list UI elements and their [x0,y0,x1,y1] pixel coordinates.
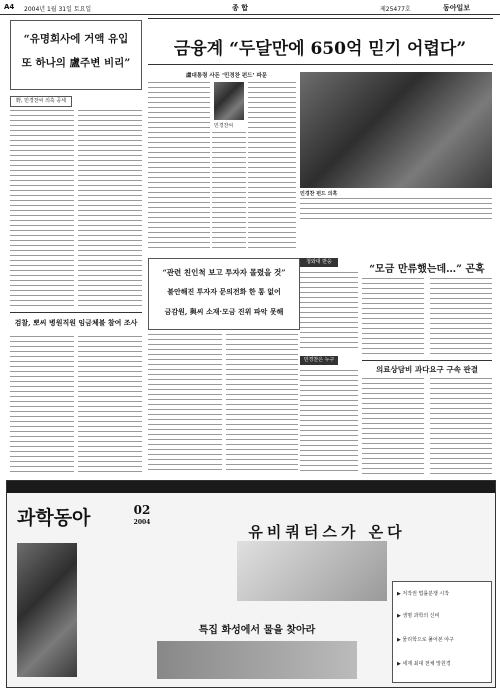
ad-issue-number: 02 [133,503,151,517]
lead-body-col-2 [248,82,296,252]
lead-photo [300,72,492,188]
issue-number: 제25477호 [380,6,411,13]
ad-side-line-1: ▶ 저작권 법률분쟁 시작 [397,591,450,597]
right-tag-2: 민경찬은 누구 [300,356,338,365]
right-bottom-rule [362,360,492,361]
advertisement [6,480,496,688]
lead-photo-caption-text [300,198,492,220]
lead-body-col-3 [212,132,246,252]
right-col-3-bottom [430,378,492,474]
left-headline-box [10,20,142,90]
pullquote-line-1: “관련 친인척 보고 투자자 몰렸을 것” [162,268,286,277]
right-col-1-top [300,272,358,350]
ad-top-strip [7,481,495,493]
left-headline-line-2: 또 하나의 盧주변 비리” [21,57,131,69]
bottom-left-col-1 [10,336,74,476]
bottom-left-headline: 검찰, 뽀씨 병원직원 임금체불 참여 조사 [14,318,138,327]
issue-date: 2004년 1월 31일 토요일 [24,6,92,13]
mugshot-photo [214,82,244,120]
ad-cover-title: 유비쿼터스가 온다 [248,523,406,541]
ad-year: 2004 [133,519,151,526]
section-name: 종 합 [232,4,248,12]
bottom-left-rule [10,312,142,313]
lead-headline: 금융계 “두달만에 650억 믿기 어렵다” [173,39,467,59]
page-number: A4 [4,3,15,11]
pullquote-box [148,258,300,330]
right-col-2-bottom [362,378,424,474]
lead-body-col-4 [148,334,222,474]
mugshot-caption: 민경찬씨 [214,123,234,129]
lead-body-col-1 [148,82,210,252]
newspaper-name: 동아일보 [443,4,471,12]
lead-body-col-5 [226,334,298,474]
right-col-2-top [362,278,424,356]
bottom-left-col-2 [78,336,142,476]
ad-feature: 특집 화성에서 물을 찾아라 [198,625,316,636]
left-body-col-2 [78,110,142,310]
right-headline: “모금 만류했는데…” 곤혹 [369,264,485,275]
ad-feature-image [157,641,357,679]
right-tag-1: 청와대 반응 [300,258,338,267]
ad-cover-image [17,543,77,677]
right-col-1-bottom [300,370,358,474]
lead-rule [148,18,493,19]
ad-side-box [392,581,492,683]
right-bottom-headline: 의료상담비 과다요구 구속 판결 [375,365,479,374]
pullquote-line-2: 불안해진 투자자 문의전화 한 통 없어 [167,287,281,296]
pullquote-line-3: 금감원, 與씨 소재·모금 진위 파악 못해 [164,307,284,316]
ad-illustration [237,541,387,601]
right-col-3-top [430,278,492,356]
ad-magazine-title: 과학동아 [17,507,91,529]
left-kicker: 野, 민경찬씨 의혹 공세 [10,96,72,107]
page-header [0,0,500,15]
lead-subhead: 盧대통령 사돈 ‘민경찬 펀드’ 파문 [186,73,268,79]
ad-side-line-3: ▶ 물리학으로 풀어본 야구 [397,637,454,643]
left-headline-line-1: “유명회사에 거액 유입 [23,33,129,45]
ad-side-line-4: ▶ 세계 최대 천체 망원경 [397,661,451,667]
ad-side-line-2: ▶ 생명 과학의 신비 [397,613,440,619]
lead-rule-bottom [148,64,493,65]
lead-photo-caption: 민경찬 펀드 의혹 [300,191,338,197]
left-body-col-1 [10,110,74,310]
